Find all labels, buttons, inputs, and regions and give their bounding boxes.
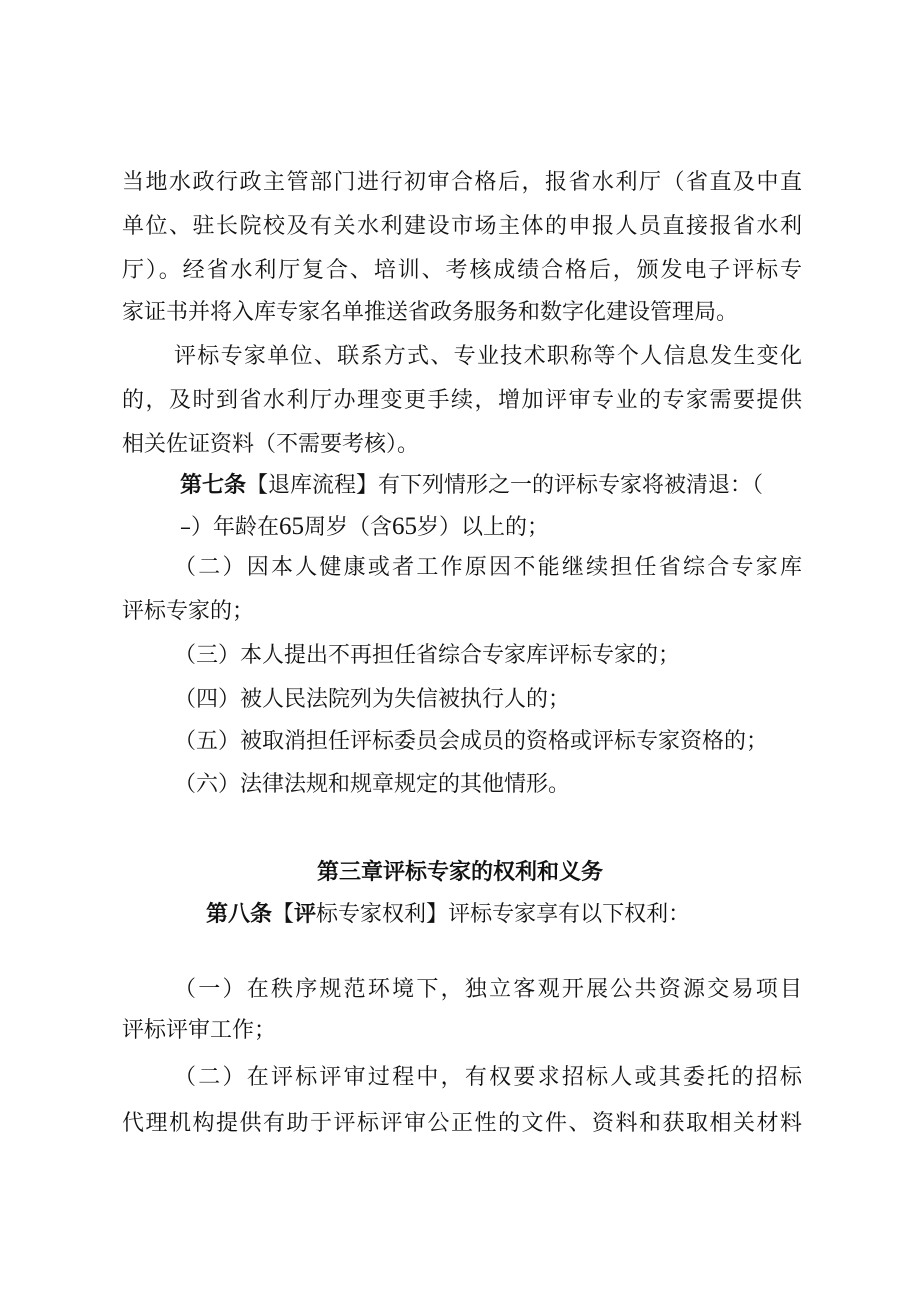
chapter-3-title: 第三章评标专家的权利和义务 [316, 860, 603, 885]
article-8-heading-line [206, 900, 806, 930]
article-8-title: 标专家权利】 [316, 902, 449, 927]
article-7-heading-line [180, 471, 800, 501]
paragraph-2-line-2: 的，及时到省水利厅办理变更手续，增加评审专业的专家需要提供 [122, 388, 802, 413]
paragraph-1-line-2: 单位、驻长院校及有关水利建设市场主体的申报人员直接报省水利 [122, 214, 802, 239]
article-7-item-4: （四）被人民法院列为失信被执行人的； [174, 687, 571, 712]
article-7-title: 【退库流程】 [246, 473, 379, 498]
article-7-number: 第七条 [180, 473, 247, 498]
article-8-item-1-line-2: 评标评审工作； [122, 1018, 277, 1043]
article-7-item-3: （三）本人提出不再担任省综合专家库评标专家的； [174, 643, 681, 668]
article-7-item-2-line-1: （二）因本人健康或者工作原因不能继续担任省综合专家库 [174, 555, 802, 580]
article-8-item-2-line-1: （二）在评标评审过程中，有权要求招标人或其委托的招标 [174, 1065, 802, 1090]
item-1-mid: 周岁（含 [304, 515, 393, 540]
article-8-item-1-line-1: （一）在秩序规范环境下，独立客观开展公共资源交易项目 [174, 977, 802, 1002]
article-7-intro: 有下列情形之一的评标专家将被清退：（ [378, 473, 764, 498]
article-8-item-2-line-2: 代理机构提供有助于评标评审公正性的文件、资料和获取相关材料 [122, 1111, 802, 1136]
article-7-item-1 [180, 512, 800, 543]
article-8-bold-char: 评 [294, 902, 317, 927]
article-8-bracket-open: 【 [272, 902, 295, 927]
article-7-item-5: （五）被取消担任评标委员会成员的资格或评标专家资格的； [174, 729, 769, 754]
article-7-item-6: （六）法律法规和规章规定的其他情形。 [174, 772, 571, 797]
paragraph-1-line-3: 厅）。经省水利厅复合、培训、考核成绩合格后，颁发电子评标专 [122, 258, 802, 283]
item-1-age: 65 [279, 513, 305, 540]
article-8-intro: 评标专家享有以下权利： [448, 902, 691, 927]
article-8-number: 第八条 [206, 902, 273, 927]
paragraph-2-line-1: 评标专家单位、联系方式、专业技术职称等个人信息发生变化 [174, 344, 802, 369]
paragraph-1-line-4: 家证书并将入库专家名单推送省政务服务和数字化建设管理局。 [122, 300, 739, 325]
paragraph-1-line-1: 当地水政行政主管部门进行初审合格后，报省水利厅（省直及中直 [122, 170, 802, 195]
article-7-item-2-line-2: 评标专家的； [122, 599, 255, 624]
item-1-age-2: 65 [392, 513, 418, 540]
item-1-prefix: –）年龄在 [180, 515, 280, 540]
item-1-suffix: 岁）以上的； [417, 515, 550, 540]
paragraph-2-line-3: 相关佐证资料（不需要考核）。 [122, 432, 420, 457]
